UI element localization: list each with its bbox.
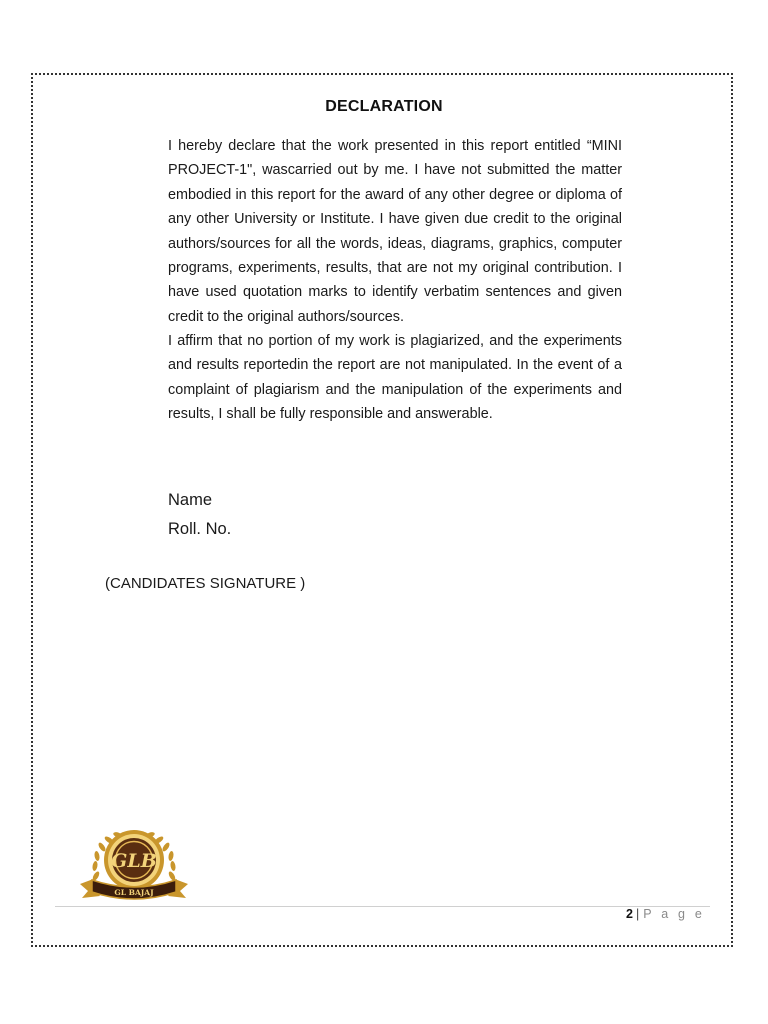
page-number-value: 2 bbox=[626, 907, 633, 921]
gl-bajaj-logo bbox=[78, 824, 190, 902]
page-word: P a g e bbox=[643, 907, 705, 921]
roll-number-label: Roll. No. bbox=[168, 520, 232, 538]
declaration-paragraph-1: I hereby declare that the work presented in this report entitled “MINI PROJECT-1", wascarried out by me. I have not submitted the matter embodied in this report for the award of any other degree or diploma of any other University or Institute. I have given due credit to the original authors/sources for all the words, ideas, diagrams, graphics, computer programs, experiments, results, that are not my original contribution. I have used quotation marks to identify verbatim sentences and given credit to the original authors/sources. bbox=[168, 138, 622, 325]
name-label: Name bbox=[168, 491, 213, 509]
svg-text:GL BAJAJ: GL BAJAJ bbox=[114, 888, 154, 897]
page-number-separator: | bbox=[635, 907, 640, 921]
svg-text:GLB: GLB bbox=[111, 850, 157, 872]
footer-rule bbox=[55, 906, 710, 907]
declaration-paragraph-2: I affirm that no portion of my work is plagiarized, and the experiments and results reportedin the report are not manipulated. In the event of a complaint of plagiarism and the manipulation of the experiments and results, I shall be fully responsible and answerable. bbox=[168, 333, 622, 423]
candidate-signature-label: (CANDIDATES SIGNATURE ) bbox=[105, 575, 306, 592]
declaration-title: DECLARATION bbox=[325, 98, 443, 115]
page-number bbox=[626, 907, 705, 921]
